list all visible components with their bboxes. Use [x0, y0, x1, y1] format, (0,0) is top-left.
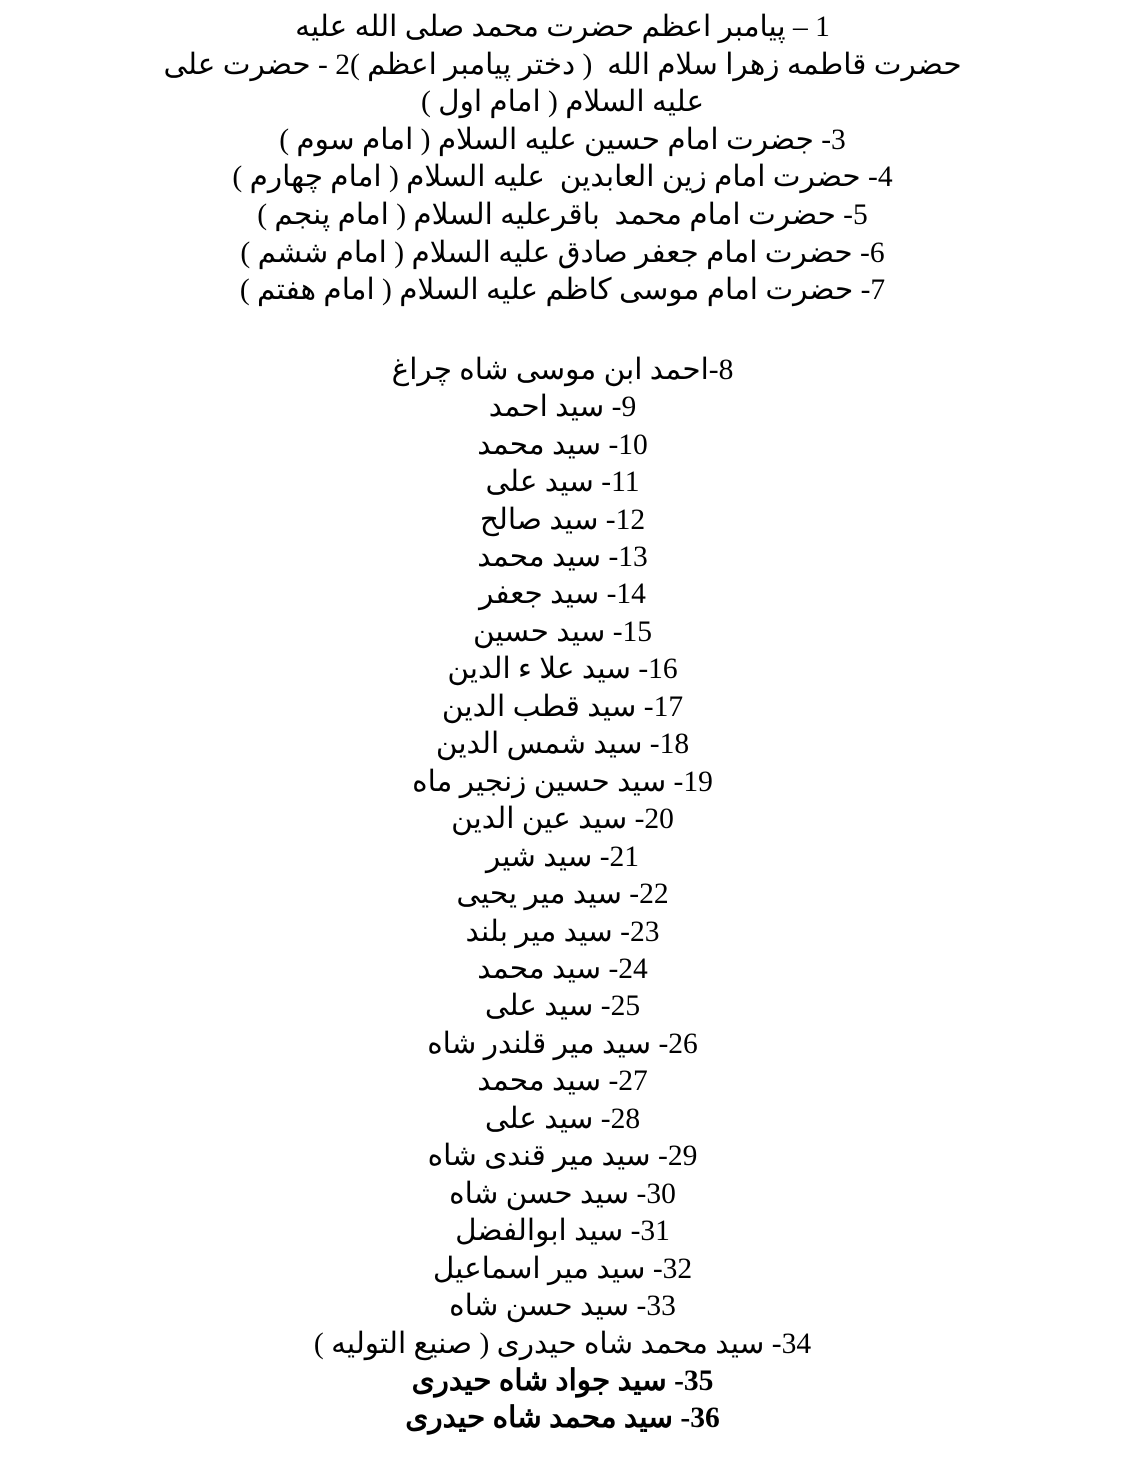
list-item: 21- سید شیر [485, 840, 640, 873]
list-item: 15- سید حسین [472, 615, 653, 648]
list-item: 22- سید میر یحیى [456, 878, 669, 911]
list-item: 10- سید محمد [477, 428, 648, 461]
list-item: 11- سید على [485, 466, 640, 499]
list-item: 9- سید احمد [488, 391, 637, 424]
list-item-clipped: 36- سید محمد شاه حیدرى [405, 1402, 720, 1435]
intro-line-4: 3- جضرت امام حسین علیه السلام ( امام سوم ) [279, 123, 846, 156]
list-item: 27- سید محمد [477, 1065, 648, 1098]
intro-line-6: 5- حضرت امام محمد باقرعلیه السلام ( امام پنجم ) [257, 198, 868, 231]
intro-line-3: علیه السلام ( امام اول ) [420, 86, 705, 119]
list-item: 13- سید محمد [477, 541, 648, 574]
list-item: 18- سید شمس الدین [435, 728, 690, 761]
list-item: 26- سید میر قلندر شاه [427, 1027, 698, 1060]
list-item: 34- سید محمد شاه حیدرى ( صنیع التولیه ) [313, 1327, 812, 1360]
list-item: 30- سید حسن شاه [449, 1177, 676, 1210]
list-item: 19- سید حسین زنجیر ماه [412, 765, 713, 798]
intro-text-block [0, 0, 1125, 310]
list-item: 17- سید قطب الدین [441, 690, 684, 723]
intro-line-2: حضرت قاطمه زهرا سلام الله ( دختر پیامبر اعظم )2 - حضرت على [163, 48, 962, 81]
intro-line-7: 6- حضرت امام جعفر صادق علیه السلام ( امام ششم ) [240, 236, 885, 269]
list-item: 23- سید میر بلند [465, 915, 660, 948]
paragraph-spacer [0, 310, 1125, 352]
list-item: 33- سید حسن شاه [449, 1290, 676, 1323]
genealogy-list [0, 352, 1125, 1435]
list-item: 14- سید جعفر [479, 578, 646, 611]
list-item: 20- سید عین الدین [451, 803, 674, 836]
list-item: 35- سید جواد شاه حیدرى [411, 1364, 714, 1397]
intro-line-5: 4- حضرت امام زین العابدین علیه السلام ( امام چهارم ) [232, 161, 893, 194]
list-item: 24- سید محمد [477, 953, 648, 985]
list-item: 25- سید على [484, 990, 641, 1023]
list-item: 32- سید میر اسماعیل [432, 1252, 693, 1285]
list-item: 16- سید علا ء الدین [447, 653, 678, 686]
list-item: 29- سید میر قندى شاه [427, 1140, 698, 1173]
intro-line-8: 7- حضرت امام موسى كاظم علیه السلام ( امام هفتم ) [239, 274, 886, 307]
list-item: 8-احمد ابن موسى شاه چراغ [391, 353, 734, 386]
list-item: 12- سید صالح [479, 503, 646, 536]
list-item: 28- سید على [484, 1102, 641, 1135]
list-item: 31- سید ابوالفضل [455, 1215, 670, 1248]
intro-line-1: 1 – پیامبر اعظم حضرت محمد صلى الله علیه [295, 11, 830, 43]
